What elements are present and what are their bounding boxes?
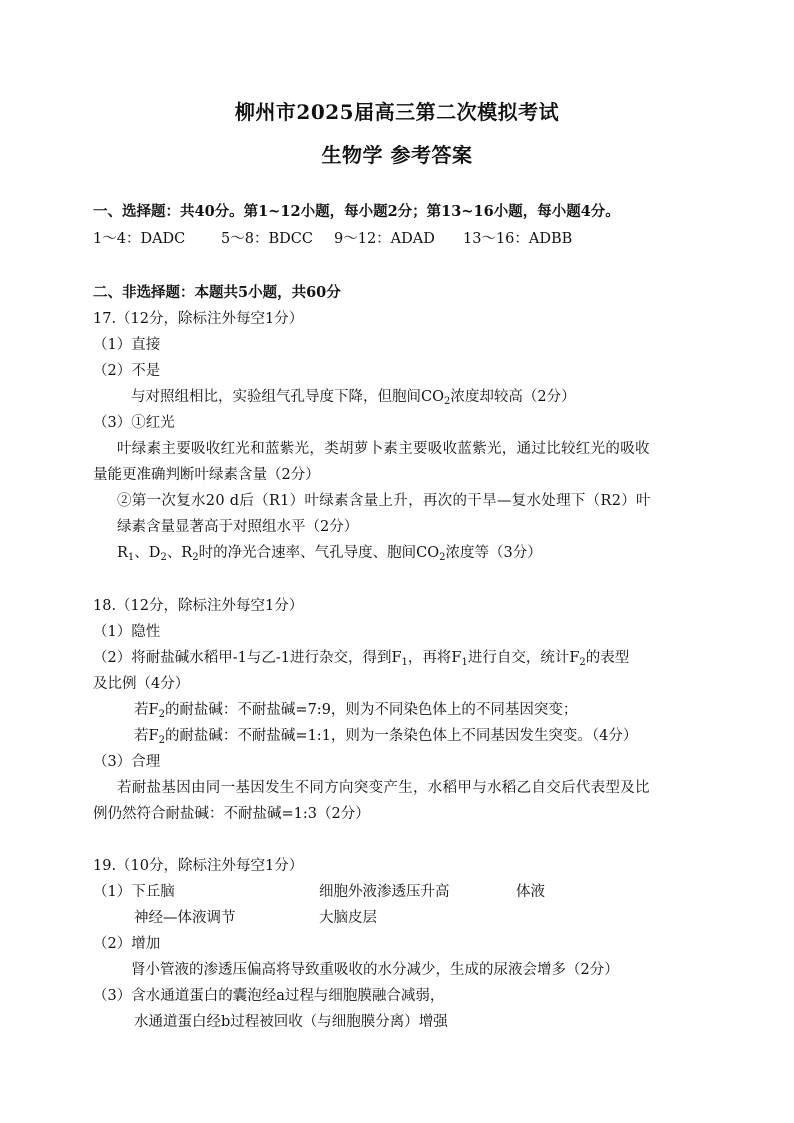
q19-part1-answer-c: 体液	[516, 884, 545, 900]
section1-heading: 一、选择题：共40分。第1~12小题，每小题2分；第13~16小题，每小题4分。	[93, 203, 620, 220]
q17-part2: （2）不是	[93, 363, 161, 379]
q19-part1-answer-e: 大脑皮层	[319, 910, 377, 926]
q19-part1-answer-b: 细胞外液渗透压升高	[319, 884, 450, 900]
page-subtitle: 生物学 参考答案	[321, 143, 473, 167]
section2-heading: 二、非选择题：本题共5小题，共60分	[93, 284, 341, 301]
q18-part3-line-a: 若耐盐基因由同一基因发生不同方向突变产生，水稻甲与水稻乙自交后代表型及比	[117, 780, 650, 796]
q18-part3-line-b: 例仍然符合耐盐碱：不耐盐碱=1:3（2分）	[93, 806, 370, 822]
q19-part2-explanation: 肾小管液的渗透压偏高将导致重吸收的水分减少，生成的尿液会增多（2分）	[131, 962, 619, 978]
q19-part2: （2）增加	[93, 936, 161, 952]
q17-part2-explanation: 与对照组相比，实验组气孔导度下降，但胞间$CO_2$浓度却较高（2分）	[131, 389, 576, 407]
q19-part3-line-b: 水通道蛋白经b过程被回收（与细胞膜分离）增强	[134, 1014, 448, 1030]
q18-part2-line-b: 及比例（4分）	[93, 676, 190, 692]
answer-group-2: 5～8：BDCC	[221, 231, 313, 247]
q19-part1-answer-a: （1）下丘脑	[93, 884, 175, 900]
q17-part3-line-c: ②第一次复水20 d后（R1）叶绿素含量上升，再次的干旱—复水处理下（R2）叶	[117, 493, 651, 509]
q18-heading: 18.（12分，除标注外每空1分）	[93, 598, 304, 614]
q17-part3: （3）①红光	[93, 415, 175, 431]
q17-part3-line-a: 叶绿素主要吸收红光和蓝紫光，类胡萝卜素主要吸收蓝紫光，通过比较红光的吸收	[117, 441, 650, 457]
q18-part2-line-c: 若$F_2$的耐盐碱：不耐盐碱=7:9，则为不同染色体上的不同基因突变；	[134, 702, 578, 720]
page-title: 柳州市2025届高三第二次模拟考试	[234, 100, 560, 124]
q18-part1: （1）隐性	[93, 624, 161, 640]
q19-heading: 19.（10分，除标注外每空1分）	[93, 858, 304, 874]
answer-group-3: 9～12：ADAD	[334, 231, 435, 247]
q19-part3-line-a: （3）含水通道蛋白的囊泡经a过程与细胞膜融合减弱，	[93, 988, 445, 1004]
q18-part2-line-d: 若$F_2$的耐盐碱：不耐盐碱=1:1，则为一条染色体上不同基因发生突变。（4分）	[134, 728, 638, 746]
q17-part1: （1）直接	[93, 337, 161, 353]
answer-group-4: 13～16：ADBB	[463, 231, 573, 247]
q17-part3-line-d: 绿素含量显著高于对照组水平（2分）	[117, 519, 359, 535]
answer-group-1: 1～4：DADC	[93, 231, 186, 247]
q18-part3: （3）合理	[93, 754, 161, 770]
q17-heading: 17.（12分，除标注外每空1分）	[93, 311, 304, 327]
q17-part3-line-e: $R_1$、$D_2$、$R_2$时的净光合速率、气孔导度、胞间$CO_2$浓度等（3分）	[117, 545, 542, 563]
q19-part1-answer-d: 神经—体液调节	[134, 910, 236, 926]
q17-part3-line-b: 量能更准确判断叶绿素含量（2分）	[93, 467, 320, 483]
q18-part2-line-a: （2）将耐盐碱水稻甲-1与乙-1进行杂交，得到$F_1$，再将$F_1$进行自交，统计$F_2$的表型	[93, 650, 630, 668]
